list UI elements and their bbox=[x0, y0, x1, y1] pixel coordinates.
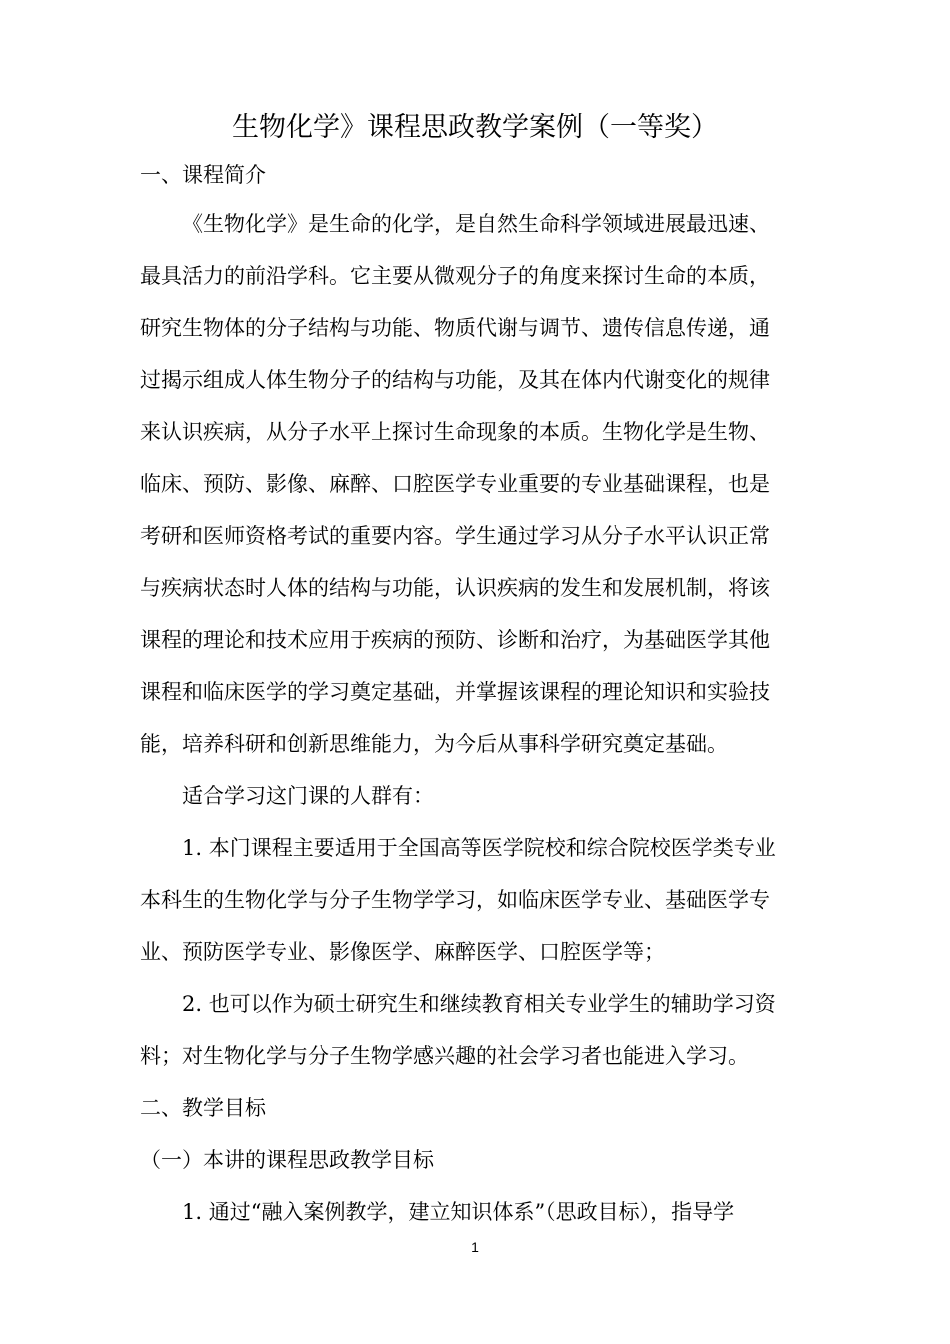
audience-item-1-line-3: 业、预防医学专业、影像医学、麻醉医学、口腔医学等； bbox=[140, 940, 665, 964]
section-heading-teaching-goals: 二、教学目标 bbox=[140, 1096, 266, 1120]
audience-item-2-line-1: 2. 也可以作为硕士研究生和继续教育相关专业学生的辅助学习资 bbox=[182, 992, 776, 1016]
intro-line-5: 来认识疾病，从分子水平上探讨生命现象的本质。生物化学是生物、 bbox=[140, 420, 770, 444]
intro-line-4: 过揭示组成人体生物分子的结构与功能，及其在体内代谢变化的规律 bbox=[140, 368, 770, 392]
intro-line-7: 考研和医师资格考试的重要内容。学生通过学习从分子水平认识正常 bbox=[140, 524, 770, 548]
intro-line-10: 课程和临床医学的学习奠定基础，并掌握该课程的理论知识和实验技 bbox=[140, 680, 770, 704]
intro-line-6: 临床、预防、影像、麻醉、口腔医学专业重要的专业基础课程，也是 bbox=[140, 472, 770, 496]
audience-item-1-line-2: 本科生的生物化学与分子生物学学习，如临床医学专业、基础医学专 bbox=[140, 888, 770, 912]
page-number: 1 bbox=[471, 1239, 479, 1255]
audience-item-1-line-1: 1. 本门课程主要适用于全国高等医学院校和综合院校医学类专业 bbox=[182, 836, 776, 860]
intro-line-11: 能，培养科研和创新思维能力，为今后从事科学研究奠定基础。 bbox=[140, 732, 728, 756]
section-heading-course-intro: 一、课程简介 bbox=[140, 163, 266, 187]
intro-line-3: 研究生物体的分子结构与功能、物质代谢与调节、遗传信息传递，通 bbox=[140, 316, 770, 340]
subheading-ideological-goals: （一）本讲的课程思政教学目标 bbox=[140, 1148, 434, 1172]
audience-item-2-line-2: 料；对生物化学与分子生物学感兴趣的社会学习者也能进入学习。 bbox=[140, 1044, 749, 1068]
document-title: 生物化学》课程思政教学案例（一等奖） bbox=[232, 112, 718, 143]
intro-line-2: 最具活力的前沿学科。它主要从微观分子的角度来探讨生命的本质， bbox=[140, 264, 770, 288]
intro-line-9: 课程的理论和技术应用于疾病的预防、诊断和治疗，为基础医学其他 bbox=[140, 628, 770, 652]
goal-item-1-line-1: 1. 通过“融入案例教学，建立知识体系”（思政目标），指导学 bbox=[182, 1200, 735, 1224]
intro-line-8: 与疾病状态时人体的结构与功能，认识疾病的发生和发展机制，将该 bbox=[140, 576, 770, 600]
intro-line-1: 《生物化学》是生命的化学，是自然生命科学领域进展最迅速、 bbox=[182, 212, 770, 236]
audience-label: 适合学习这门课的人群有： bbox=[182, 784, 434, 808]
